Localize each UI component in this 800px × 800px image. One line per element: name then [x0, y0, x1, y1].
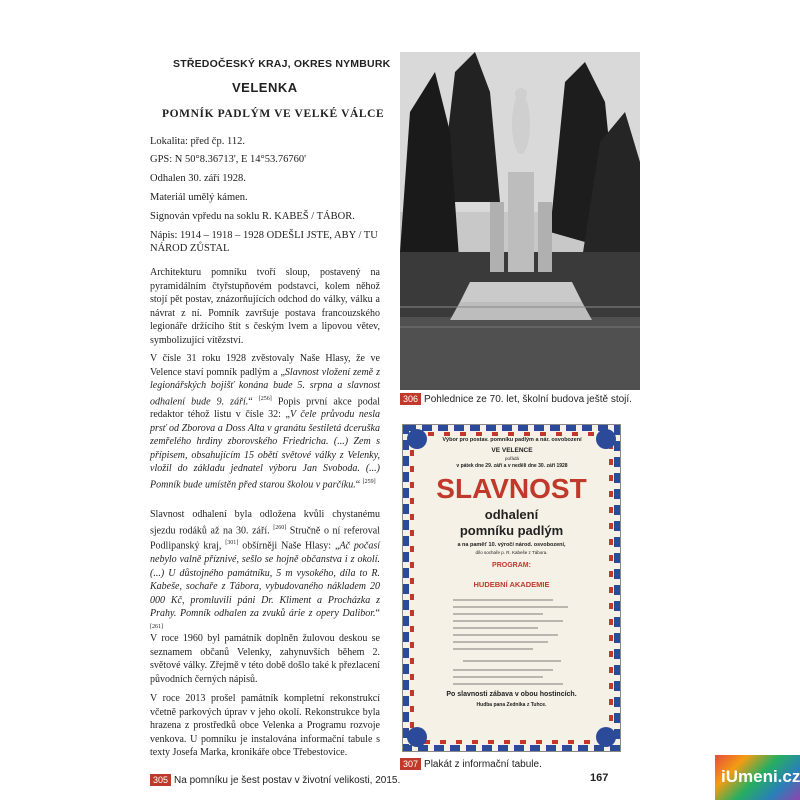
- p2-text-a: V čísle 31 roku 1928 zvěstovaly Naše Hlasy, že ve Velence staví pomník padlým a „: [150, 353, 380, 378]
- caption-305-text: Na pomníku je šest postav v životní velikosti, 2015.: [174, 775, 401, 786]
- paragraph-5: V roce 2013 prošel památník kompletní rekonstrukcí včetně parkových úprav v jeho okolí. Rekonstrukce byla hrazena z prostředků obce Velenka a Programu rozvoje venkova. U pomníku je instalována informační tabule s texty Josefa Marka, kronikáře obce Třebestovice.: [150, 693, 380, 758]
- p2-quote-close-2: “: [355, 479, 363, 491]
- caption-306-text: Pohlednice ze 70. let, školní budova ještě stojí.: [424, 394, 632, 405]
- paragraph-2: [150, 352, 380, 492]
- caption-307-number: 307: [400, 758, 421, 770]
- poster-image: [402, 424, 621, 752]
- meta-inscription: Nápis: 1914 – 1918 – 1928 ODEŠLI JSTE, ABY / TU NÁROD ZŮSTAL: [150, 230, 378, 254]
- meta-unveiled: Odhalen 30. září 1928.: [150, 173, 246, 184]
- page-number: 167: [590, 772, 609, 784]
- poster-dates: v pátek dne 29. září a v neděli dne 30. září 1928: [456, 463, 568, 469]
- poster-akademie: HUDEBNÍ AKADEMIE: [473, 580, 550, 589]
- meta-material: Materiál umělý kámen.: [150, 192, 248, 203]
- poster-sculptor: dílo sochaře p. R. Kabeše z Tábora.: [475, 550, 548, 555]
- p3-text-c: obšírněji Naše Hlasy: „: [238, 540, 340, 552]
- poster-hudba: Hudba pana Zedníka z Tuhce.: [476, 702, 547, 708]
- caption-305-number: 305: [150, 774, 171, 786]
- p2-quote-2: V čele průvodu nesla prsť od Zborova a Doss Alta v granátu šestiletá dceruška zemřelého hrdiny zborovského Friedricha. (...) Zem s přípisem, obsahujícím 15 obětí světové války z Velenky, vložil do základu jednatel výboru Jan Svoboda. (...) Pomník bude umístěn před starou školou v parčíku.: [150, 409, 380, 491]
- paragraph-4: V roce 1960 byl památník doplněn žulovou deskou se seznamem občanů Velenky, zahynuvších během 2. světové války. Zřejmě v této době došlo také k přezlacení původních černých nápisů.: [150, 633, 380, 685]
- caption-306: [400, 393, 632, 405]
- p3-text-a: Slavnost odhalení byla odložena kvůli chystanému sjezdu rodáků až na 30. září.: [150, 509, 380, 536]
- p2-text-b: Popis první akce podal redaktor téhož listu v čísle 32: „: [150, 395, 380, 421]
- footnote-ref-260: [260]: [273, 524, 287, 531]
- poster-village: VE VELENCE: [491, 447, 533, 454]
- site-logo-text: iUmeni.cz: [721, 767, 800, 786]
- footnote-ref-261: [261]: [150, 623, 163, 630]
- place-heading: VELENKA: [232, 80, 298, 95]
- caption-307-text: Plakát z informační tabule.: [424, 759, 542, 770]
- poster-odhaleni: odhalení: [484, 507, 539, 522]
- footnote-ref-301: [301]: [225, 540, 239, 547]
- p2-quote-1: Slavnost vložení země z legionářských bojišť konána bude 5. srpna a slavnost odhalení bude 9. září.: [150, 366, 380, 407]
- site-logo: [715, 755, 800, 800]
- meta-gps: GPS: N 50°8.36713', E 14°53.76760': [150, 154, 306, 165]
- p3-quote: Ač počasí nebylo valně příznivé, sešlo se hojně občanstva i z okolí. (...) U důstojného památníku, 5 m vysokého, díla to R. Kabeše, sochaře z Tábora, vybudovaného nákladem 20 000 Kč, promluvili páni Dr. Kliment a Procházka z Prahy. Pomník odhalen za zvuků árie z opery Dalibor.: [150, 540, 380, 620]
- meta-locality: Lokalita: před čp. 112.: [150, 136, 245, 147]
- monument-photo-drawing: [400, 52, 640, 390]
- poster-committee: Výbor pro postav. pomníku padlým a nár. osvobození: [442, 437, 582, 443]
- caption-305: [150, 774, 400, 786]
- monument-title: POMNÍK PADLÝM VE VELKÉ VÁLCE: [162, 108, 385, 120]
- poster-organizes: pořádá: [504, 456, 519, 461]
- monument-photo: [400, 52, 640, 390]
- paragraph-1: Architekturu pomníku tvoří sloup, postavený na pyramidálním čtyřstupňovém podstavci, kolem něhož stojí pět postav, znázorňujících odchod do války, válku a návrat z ní. Pomník završuje postava francouzského legionáře držícího štít s českým lvem a lipovou větev, symbolizující vítězství.: [150, 267, 380, 346]
- poster-slavnost: SLAVNOST: [436, 473, 587, 504]
- meta-signature: Signován vpředu na soklu R. KABEŠ / TÁBOR.: [150, 211, 355, 222]
- poster-zabava: Po slavnosti zábava v obou hostincích.: [446, 691, 577, 698]
- caption-307: [400, 758, 542, 770]
- p3-quote-close: “: [375, 608, 380, 620]
- paragraph-3: [150, 508, 380, 636]
- p3-text-b: Stručně o ní referoval Podlipanský kraj,: [150, 524, 380, 552]
- footnote-ref-259: [259]: [362, 478, 376, 485]
- region-heading: STŘEDOČESKÝ KRAJ, OKRES NYMBURK: [173, 58, 391, 70]
- poster-anniversary: a na paměť 10. výročí národ. osvobození,: [457, 542, 566, 548]
- poster-pomniku: pomníku padlým: [459, 523, 564, 538]
- caption-306-number: 306: [400, 393, 421, 405]
- poster-program: PROGRAM:: [492, 562, 531, 569]
- footnote-ref-256: [256]: [258, 395, 272, 402]
- p2-quote-close-1: “: [248, 395, 259, 407]
